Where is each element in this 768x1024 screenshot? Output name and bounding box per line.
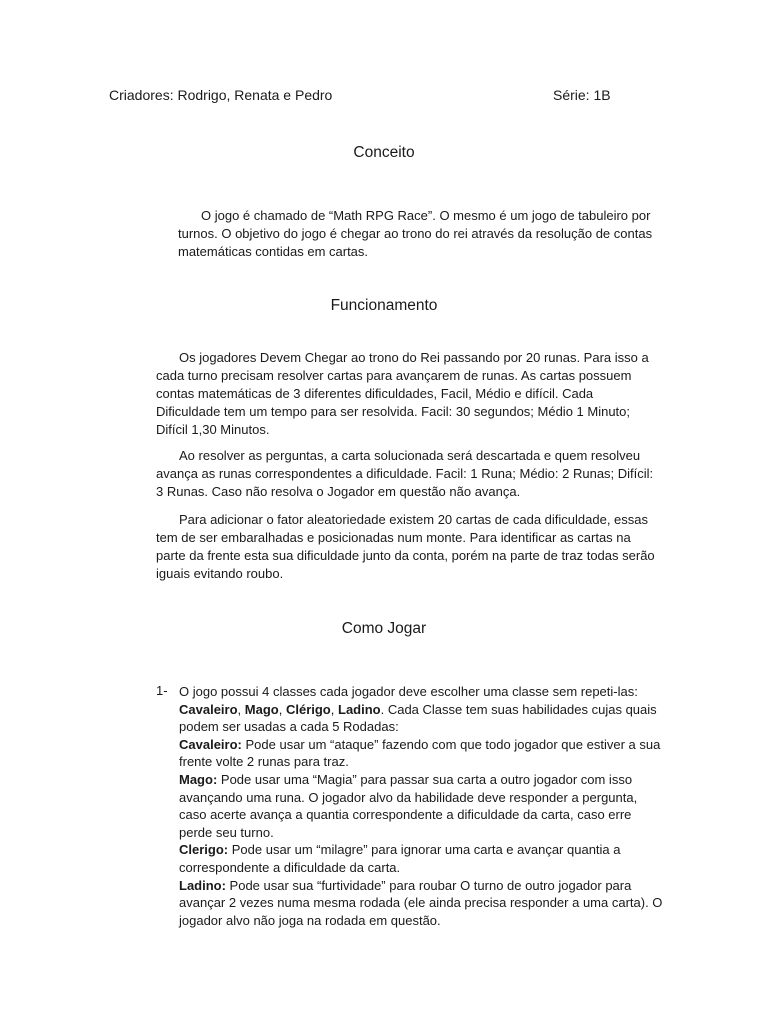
list-item-intro: O jogo possui 4 classes cada jogador deve escolher uma classe sem repeti-las: (179, 684, 638, 699)
creators-text: Criadores: Rodrigo, Renata e Pedro (109, 87, 333, 103)
separator: , (237, 701, 245, 717)
class-label-clerigo: Clerigo: (179, 842, 229, 858)
list-item-body (179, 683, 667, 929)
separator: , (278, 701, 286, 717)
class-label-ladino: Ladino: (179, 877, 226, 893)
section-title-funcionamento: Funcionamento (330, 297, 438, 314)
section-title-conceito: Conceito (353, 144, 415, 161)
class-text-cavaleiro: Pode usar um “ataque” fazendo com que todo jogador que estiver a sua frente volte 2 runas para traz. (179, 736, 661, 770)
funcionamento-paragraph-3: Para adicionar o fator aleatoriedade existem 20 cartas de cada dificuldade, essas tem de ser embaralhadas e posicionadas num monte. Para identificar as cartas na parte da frente esta sua dificuldade junto da conta, porém na parte de traz todas serão iguais evitando roubo. (156, 512, 655, 581)
funcionamento-paragraph-2: Ao resolver as perguntas, a carta solucionada será descartada e quem resolveu avança as runas correspondentes a dificuldade. Facil: 1 Runa; Médio: 2 Runas; Difícil: 3 Runas. Caso não resolva o Jogador em questão não avança. (156, 448, 654, 499)
classes-list (179, 701, 667, 736)
class-text-ladino: Pode usar sua “furtividade” para roubar O turno de outro jogador para avançar 2 vezes numa mesma rodada (ele ainda precisa responder a uma carta). O jogador alvo não joga na rodada em questão. (179, 877, 663, 928)
list-item-number: 1- (156, 683, 168, 698)
separator: , (330, 701, 338, 717)
series-text: Série: 1B (553, 87, 611, 103)
funcionamento-paragraph-1: Os jogadores Devem Chegar ao trono do Rei passando por 20 runas. Para isso a cada turno precisam resolver cartas para avançarem de runas. As cartas possuem contas matemáticas de 3 diferentes dificuldades, Facil, Médio e difícil. Cada Dificuldade tem um tempo para ser resolvida. Facil: 30 segundos; Médio 1 Minuto; Difícil 1,30 Minutos. (156, 350, 649, 437)
classes-list-rest: . Cada Classe tem suas habilidades cujas quais podem ser usadas a cada 5 Rodadas: (179, 701, 657, 735)
class-name-mago: Mago (244, 701, 279, 717)
class-text-clerigo: Pode usar um “milagre” para ignorar uma carta e avançar quantia a correspondente a dificuldade da carta. (179, 842, 621, 875)
class-mago-description (179, 771, 667, 841)
class-ladino-description (179, 877, 667, 930)
conceito-paragraph: O jogo é chamado de “Math RPG Race”. O mesmo é um jogo de tabuleiro por turnos. O objetivo do jogo é chegar ao trono do rei através da resolução de contas matemáticas contidas em cartas. (178, 208, 653, 259)
class-label-mago: Mago: (179, 771, 218, 787)
class-clerigo-description (179, 841, 667, 876)
class-name-ladino: Ladino (338, 701, 381, 717)
class-name-cavaleiro: Cavaleiro (179, 701, 238, 717)
section-title-como-jogar: Como Jogar (341, 620, 427, 637)
class-cavaleiro-description (179, 736, 667, 771)
class-name-clerigo: Clérigo (285, 701, 331, 717)
class-text-mago: Pode usar uma “Magia” para passar sua carta a outro jogador com isso avançando uma runa. O jogador alvo da habilidade deve responder a pergunta, caso acerte avança a quantia correspondente a dificuldade da carta, caso erre perde seu turno. (179, 771, 638, 840)
class-label-cavaleiro: Cavaleiro: (179, 736, 242, 752)
document-header (109, 87, 629, 103)
